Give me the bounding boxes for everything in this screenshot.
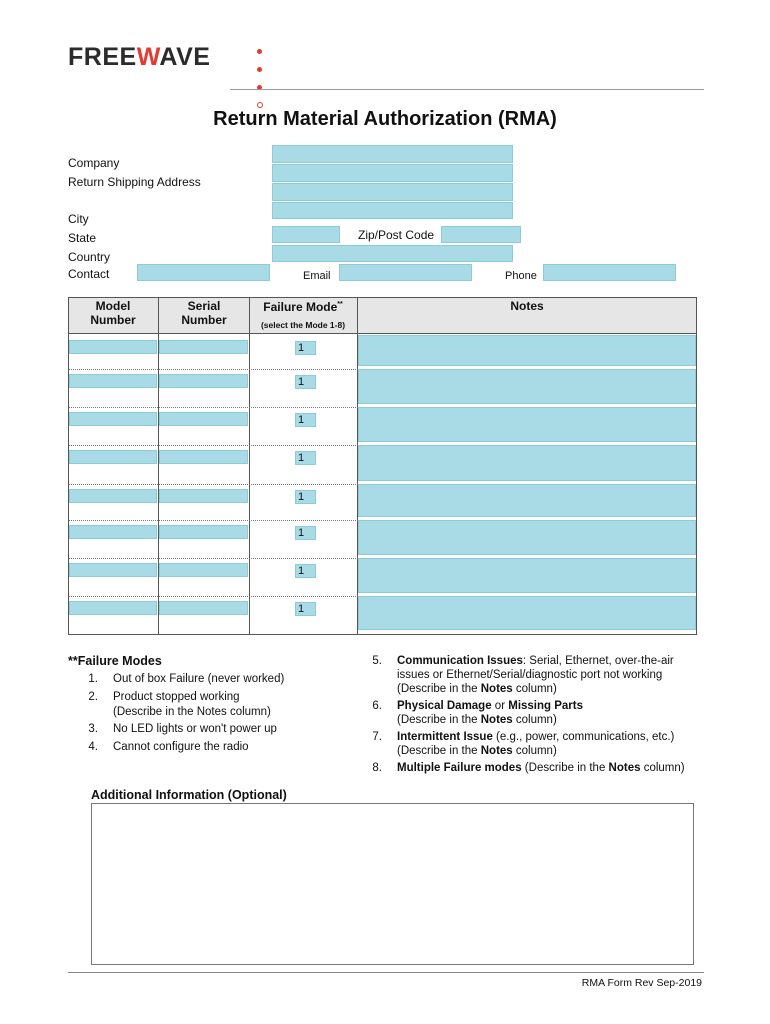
model-number-input[interactable] xyxy=(69,374,157,388)
additional-info-title: Additional Information (Optional) xyxy=(91,788,287,802)
model-number-input[interactable] xyxy=(69,601,157,615)
email-input[interactable] xyxy=(339,264,472,281)
notes-input[interactable] xyxy=(358,369,696,404)
company-input[interactable] xyxy=(272,145,513,163)
failure-mode-select[interactable]: 1 xyxy=(295,375,316,389)
col-failure-header: Failure Mode** (select the Mode 1-8) xyxy=(260,300,346,330)
failure-modes-right: 5. Communication Issues: Serial, Ethernet, over-the-air issues or Ethernet/Serial/diagnostic port not working (Describe in the Notes column) 6. Physical Damage or Missing Parts (Describe in the Notes column) 7. Intermittent Issue (e.g., power, communications, etc.) (Describe in the Notes column) 8. Multiple Failure modes (Describe in the Notes column) xyxy=(372,655,685,774)
city-label: City xyxy=(68,212,89,226)
model-number-input[interactable] xyxy=(69,412,157,426)
footer-rule xyxy=(68,972,704,973)
failure-mode-select[interactable]: 1 xyxy=(295,602,316,616)
page-title: Return Material Authorization (RMA) xyxy=(213,108,557,130)
notes-input[interactable] xyxy=(358,596,696,630)
serial-number-input[interactable] xyxy=(159,525,248,539)
notes-input[interactable] xyxy=(358,445,696,481)
city-input[interactable] xyxy=(272,202,513,219)
notes-input[interactable] xyxy=(358,335,696,366)
model-number-input[interactable] xyxy=(69,340,157,354)
logo-dots-icon xyxy=(257,41,265,113)
failure-mode-select[interactable]: 1 xyxy=(295,526,316,540)
freewave-logo xyxy=(68,43,210,72)
failure-mode-select[interactable]: 1 xyxy=(295,451,316,465)
company-label: Company xyxy=(68,156,120,170)
model-number-input[interactable] xyxy=(69,563,157,577)
failure-mode-select[interactable]: 1 xyxy=(295,341,316,355)
address-label: Return Shipping Address xyxy=(68,175,201,189)
serial-number-input[interactable] xyxy=(159,340,248,354)
serial-number-input[interactable] xyxy=(159,489,248,503)
address-input-1[interactable] xyxy=(272,164,513,182)
contact-label: Contact xyxy=(68,267,110,281)
notes-input[interactable] xyxy=(358,407,696,442)
serial-number-input[interactable] xyxy=(159,412,248,426)
logo-text: FREEWAVE xyxy=(68,43,211,71)
failure-mode-select[interactable]: 1 xyxy=(295,413,316,427)
contact-input[interactable] xyxy=(137,264,270,281)
zip-input[interactable] xyxy=(441,226,521,243)
model-number-input[interactable] xyxy=(69,450,157,464)
zip-label: Zip/Post Code xyxy=(358,228,435,242)
col-serial-header: Serial Number xyxy=(181,299,227,327)
model-number-input[interactable] xyxy=(69,489,157,503)
failure-modes-title: **Failure Modes xyxy=(68,654,162,668)
address-input-2[interactable] xyxy=(272,183,513,201)
notes-input[interactable] xyxy=(358,484,696,517)
notes-input[interactable] xyxy=(358,520,696,555)
notes-input[interactable] xyxy=(358,558,696,593)
col-notes-header: Notes xyxy=(510,299,544,313)
country-input[interactable] xyxy=(272,245,513,262)
header-rule xyxy=(230,89,704,90)
failure-modes-left: 1. Out of box Failure (never worked) 2. Product stopped working (Describe in the Notes column) 3. No LED lights or won't power up 4. Cannot configure the radio xyxy=(88,673,285,753)
country-label: Country xyxy=(68,250,111,264)
additional-info-textarea[interactable] xyxy=(91,803,694,965)
model-number-input[interactable] xyxy=(69,525,157,539)
serial-number-input[interactable] xyxy=(159,563,248,577)
serial-number-input[interactable] xyxy=(159,450,248,464)
failure-mode-select[interactable]: 1 xyxy=(295,490,316,504)
failure-mode-select[interactable]: 1 xyxy=(295,564,316,578)
phone-label: Phone xyxy=(505,270,537,282)
state-label: State xyxy=(68,231,97,245)
email-label: Email xyxy=(303,270,331,282)
col-model-header: Model Number xyxy=(90,299,136,327)
serial-number-input[interactable] xyxy=(159,374,248,388)
state-input[interactable] xyxy=(272,226,340,243)
phone-input[interactable] xyxy=(543,264,676,281)
serial-number-input[interactable] xyxy=(159,601,248,615)
form-revision: RMA Form Rev Sep-2019 xyxy=(581,977,702,989)
